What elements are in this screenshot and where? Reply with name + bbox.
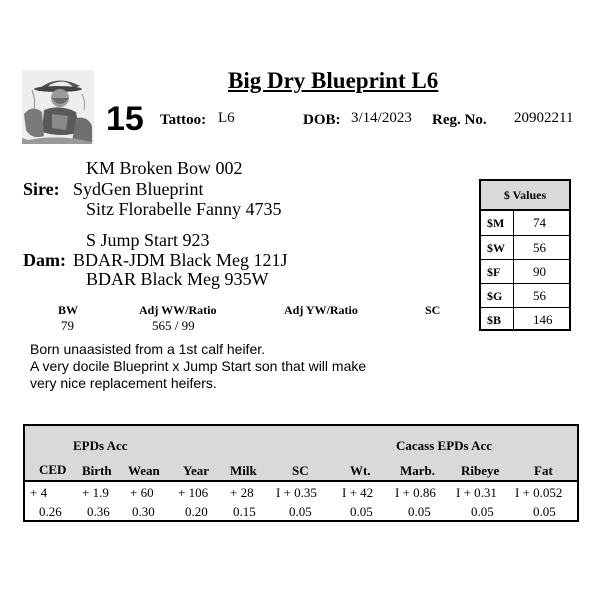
cowboy-logo-icon [22, 70, 94, 144]
acc-value-ced: 0.26 [39, 504, 62, 519]
epd-value-year: + 106 [178, 485, 209, 500]
dam-dam: BDAR Black Meg 935W [86, 269, 269, 289]
adj-ww-value: 565 / 99 [152, 318, 195, 333]
dollar-value-number: 56 [533, 240, 546, 255]
comment-line: A very docile Blueprint x Jump Start son that will make [30, 358, 367, 374]
reg-no-value: 20902211 [514, 110, 574, 126]
epd-col-sc: SC [292, 463, 309, 478]
dollar-value-row [481, 307, 569, 331]
dollar-value-row [481, 211, 569, 235]
dam-label: Dam: [23, 250, 66, 270]
sire-sire: KM Broken Bow 002 [86, 158, 243, 178]
tattoo-label: Tattoo: [160, 112, 207, 128]
comments [30, 341, 366, 392]
epd-col-marb: Marb. [400, 463, 436, 478]
epd-value-ced: + 4 [30, 485, 48, 500]
dam-name: BDAR-JDM Black Meg 121J [73, 250, 288, 270]
epd-col-fat: Fat [534, 463, 553, 478]
dollar-value-row [481, 259, 569, 283]
dollar-value-label: $W [487, 241, 505, 255]
bw-value: 79 [61, 318, 74, 333]
epd-value-wt: I + 42 [342, 485, 374, 500]
acc-value-year: 0.20 [185, 504, 208, 519]
dollar-value-number: 74 [533, 215, 546, 230]
dollar-value-label: $F [487, 265, 501, 279]
epd-col-milk: Milk [230, 463, 257, 478]
comment-line: Born unaasisted from a 1st calf heifer. [30, 341, 266, 357]
dob-label: DOB: [303, 112, 341, 128]
sire-dam: Sitz Florabelle Fanny 4735 [86, 199, 282, 219]
epd-col-birth: Birth [82, 463, 112, 478]
epd-col-year: Year [183, 463, 209, 478]
dollar-value-label: $M [487, 216, 505, 230]
adj-ww-label: Adj WW/Ratio [139, 303, 217, 317]
lot-number: 15 [106, 100, 144, 138]
epd-col-wean: Wean [128, 463, 160, 478]
epd-col-wt: Wt. [350, 463, 371, 478]
dollar-value-label: $B [487, 313, 502, 327]
comment-line: very nice replacement heifers. [30, 375, 217, 391]
epd-table [23, 424, 579, 522]
acc-value-marb: 0.05 [408, 504, 431, 519]
epd-value-marb: I + 0.86 [395, 485, 436, 500]
epd-col-ribeye: Ribeye [461, 463, 500, 478]
acc-value-fat: 0.05 [533, 504, 556, 519]
animal-name-title: Big Dry Blueprint L6 [228, 68, 439, 93]
adj-yw-label: Adj YW/Ratio [284, 303, 358, 317]
dollar-value-number: 146 [533, 312, 553, 327]
epd-value-sc: I + 0.35 [276, 485, 317, 500]
reg-no-label: Reg. No. [432, 112, 487, 128]
dollar-value-row [481, 235, 569, 259]
epd-value-birth: + 1.9 [82, 485, 109, 500]
epd-value-ribeye: I + 0.31 [456, 485, 497, 500]
acc-value-wt: 0.05 [350, 504, 373, 519]
epd-value-milk: + 28 [230, 485, 254, 500]
carcass-epd-group-label: Cacass EPDs Acc [396, 438, 493, 453]
acc-value-wean: 0.30 [132, 504, 155, 519]
epd-group-label: EPDs Acc [73, 438, 128, 453]
dollar-value-label: $G [487, 289, 503, 303]
dam-sire: S Jump Start 923 [86, 230, 210, 250]
acc-value-milk: 0.15 [233, 504, 256, 519]
acc-value-ribeye: 0.05 [471, 504, 494, 519]
dollar-values-box [479, 179, 571, 331]
epd-value-wean: + 60 [130, 485, 154, 500]
dob-value: 3/14/2023 [351, 110, 412, 126]
sire-label: Sire: [23, 179, 60, 199]
dollar-value-number: 56 [533, 288, 546, 303]
dollar-value-row [481, 283, 569, 307]
acc-value-sc: 0.05 [289, 504, 312, 519]
dollar-values-heading: $ Values [481, 181, 569, 211]
sire-name: SydGen Blueprint [73, 179, 204, 199]
epd-value-fat: I + 0.052 [515, 485, 563, 500]
dollar-value-number: 90 [533, 264, 546, 279]
bw-label: BW [58, 303, 79, 317]
tattoo-value: L6 [218, 110, 235, 126]
acc-value-birth: 0.36 [87, 504, 110, 519]
sc-label: SC [425, 303, 441, 317]
ranch-logo [22, 70, 94, 144]
epd-col-ced: CED [39, 462, 67, 477]
